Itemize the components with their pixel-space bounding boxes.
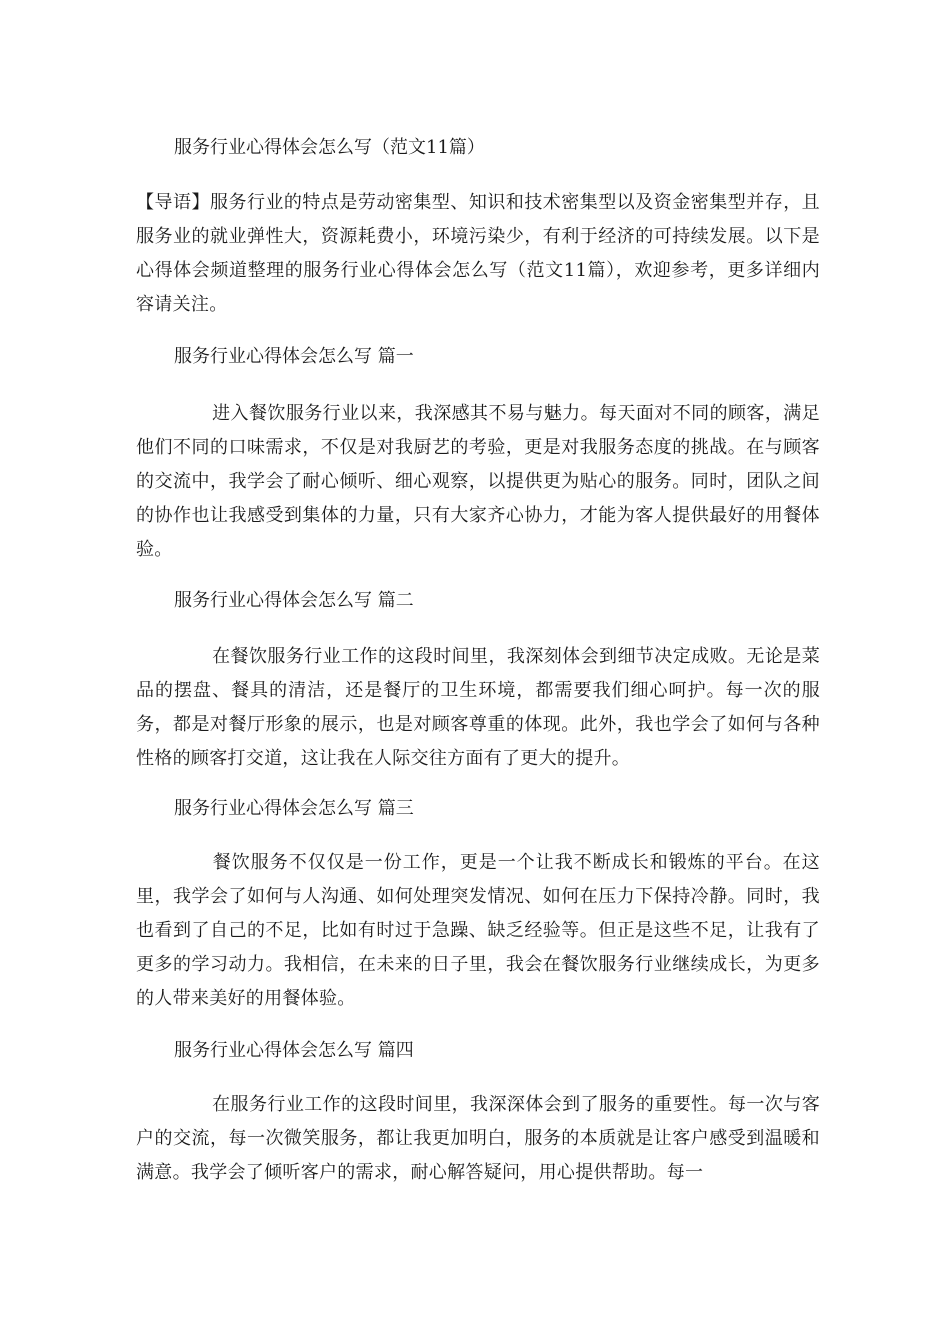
section-body-text-3: 餐饮服务不仅仅是一份工作，更是一个让我不断成长和锻炼的平台。在这里，我学会了如何与人沟通、如何处理突发情况、如何在压力下保持冷静。同时，我也看到了自己的不足，比如有时过于急躁、缺乏经验等。但正是这些不足，让我有了更多的学习动力。我相信，在未来的日子里，我会在餐饮服务行业继续成长，为更多的人带来美好的用餐体验。 bbox=[136, 852, 820, 1009]
section-body-4 bbox=[136, 1088, 820, 1190]
intro-paragraph bbox=[136, 186, 820, 322]
section-heading-3: 服务行业心得体会怎么写 篇三 bbox=[174, 798, 414, 819]
section-heading-2: 服务行业心得体会怎么写 篇二 bbox=[174, 590, 414, 611]
section-body-2 bbox=[136, 640, 820, 776]
section-body-text-4: 在服务行业工作的这段时间里，我深深体会到了服务的重要性。每一次与客户的交流，每一次微笑服务，都让我更加明白，服务的本质就是让客户感受到温暖和满意。我学会了倾听客户的需求，耐心解答疑问，用心提供帮助。每一 bbox=[136, 1094, 820, 1183]
document-title: 服务行业心得体会怎么写（范文11篇） bbox=[174, 137, 485, 158]
section-body-text-1: 进入餐饮服务行业以来，我深感其不易与魅力。每天面对不同的顾客，满足他们不同的口味需求，不仅是对我厨艺的考验，更是对我服务态度的挑战。在与顾客的交流中，我学会了耐心倾听、细心观察，以提供更为贴心的服务。同时，团队之间的协作也让我感受到集体的力量，只有大家齐心协力，才能为客人提供最好的用餐体验。 bbox=[136, 403, 820, 560]
section-heading-4: 服务行业心得体会怎么写 篇四 bbox=[174, 1040, 414, 1061]
section-body-text-2: 在餐饮服务行业工作的这段时间里，我深刻体会到细节决定成败。无论是菜品的摆盘、餐具的清洁，还是餐厅的卫生环境，都需要我们细心呵护。每一次的服务，都是对餐厅形象的展示，也是对顾客尊重的体现。此外，我也学会了如何与各种性格的顾客打交道，这让我在人际交往方面有了更大的提升。 bbox=[136, 646, 820, 769]
intro-text: 【导语】服务行业的特点是劳动密集型、知识和技术密集型以及资金密集型并存，且服务业的就业弹性大，资源耗费小，环境污染少，有利于经济的可持续发展。以下是心得体会频道整理的服务行业心得体会怎么写（范文11篇），欢迎参考，更多详细内容请关注。 bbox=[136, 192, 820, 315]
section-body-3 bbox=[136, 846, 820, 1016]
section-body-1 bbox=[136, 397, 820, 567]
section-heading-1: 服务行业心得体会怎么写 篇一 bbox=[174, 346, 414, 367]
